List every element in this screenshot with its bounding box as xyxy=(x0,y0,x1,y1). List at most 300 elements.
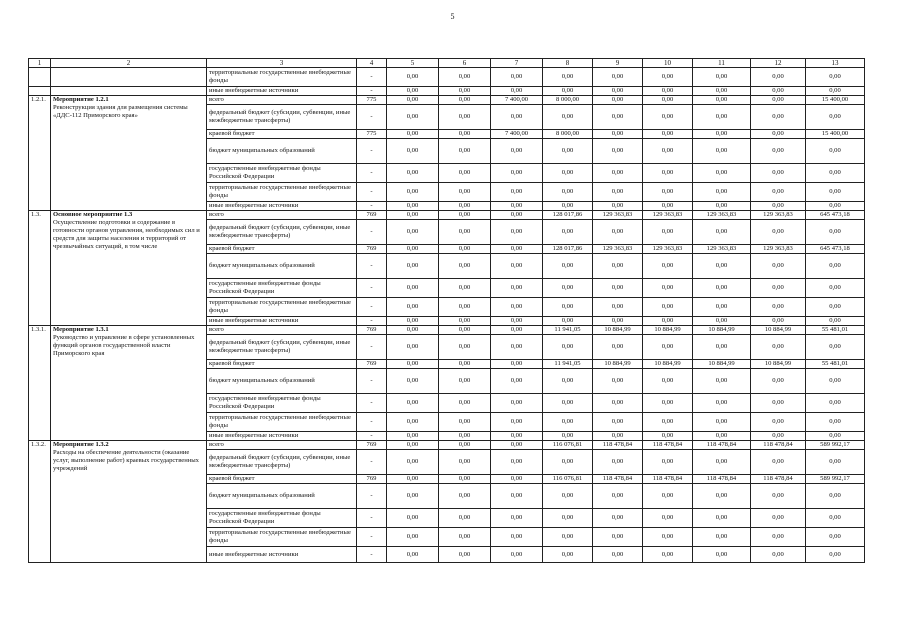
amount-cell: 129 363,83 xyxy=(593,211,643,220)
funding-source: всего xyxy=(207,326,357,335)
amount-cell: 0,00 xyxy=(806,279,865,298)
amount-cell: 0,00 xyxy=(693,202,751,211)
amount-cell: 0,00 xyxy=(806,394,865,413)
amount-cell: 10 884,99 xyxy=(751,360,806,369)
amount-cell: 0,00 xyxy=(491,245,543,254)
amount-cell: 0,00 xyxy=(439,164,491,183)
amount-cell: 0,00 xyxy=(491,139,543,164)
amount-cell: 0,00 xyxy=(543,528,593,547)
grbs-code: 775 xyxy=(357,96,387,105)
grbs-code: - xyxy=(357,369,387,394)
column-header: 4 xyxy=(357,59,387,68)
amount-cell: 118 478,84 xyxy=(643,475,693,484)
amount-cell: 0,00 xyxy=(806,413,865,432)
column-header: 6 xyxy=(439,59,491,68)
amount-cell: 0,00 xyxy=(439,202,491,211)
amount-cell: 0,00 xyxy=(593,432,643,441)
amount-cell: 0,00 xyxy=(491,360,543,369)
amount-cell: 129 363,83 xyxy=(593,245,643,254)
amount-cell: 0,00 xyxy=(751,87,806,96)
amount-cell: 0,00 xyxy=(751,413,806,432)
funding-source: территориальные государственные внебюджетные фонды xyxy=(207,413,357,432)
amount-cell: 0,00 xyxy=(439,509,491,528)
amount-cell: 0,00 xyxy=(439,245,491,254)
grbs-code: - xyxy=(357,68,387,87)
amount-cell: 0,00 xyxy=(387,509,439,528)
amount-cell: 0,00 xyxy=(806,369,865,394)
table-row xyxy=(29,326,865,335)
amount-cell: 0,00 xyxy=(693,130,751,139)
amount-cell: 0,00 xyxy=(439,279,491,298)
amount-cell: 0,00 xyxy=(693,369,751,394)
column-header: 11 xyxy=(693,59,751,68)
amount-cell: 0,00 xyxy=(491,105,543,130)
grbs-code: - xyxy=(357,164,387,183)
amount-cell: 0,00 xyxy=(751,432,806,441)
amount-cell: 0,00 xyxy=(751,369,806,394)
amount-cell: 0,00 xyxy=(643,183,693,202)
amount-cell: 0,00 xyxy=(543,68,593,87)
amount-cell: 129 363,83 xyxy=(751,211,806,220)
grbs-code: - xyxy=(357,183,387,202)
amount-cell: 0,00 xyxy=(643,369,693,394)
funding-source: государственные внебюджетные фонды Российской Федерации xyxy=(207,279,357,298)
amount-cell: 0,00 xyxy=(593,130,643,139)
amount-cell: 0,00 xyxy=(806,317,865,326)
amount-cell: 0,00 xyxy=(543,484,593,509)
amount-cell: 0,00 xyxy=(693,528,751,547)
amount-cell: 0,00 xyxy=(387,528,439,547)
grbs-code: - xyxy=(357,298,387,317)
amount-cell: 0,00 xyxy=(643,220,693,245)
amount-cell: 0,00 xyxy=(439,317,491,326)
table-row xyxy=(29,441,865,450)
grbs-code: - xyxy=(357,528,387,547)
amount-cell: 0,00 xyxy=(439,528,491,547)
funding-source: бюджет муниципальных образований xyxy=(207,484,357,509)
grbs-code: - xyxy=(357,413,387,432)
amount-cell: 0,00 xyxy=(491,369,543,394)
amount-cell: 0,00 xyxy=(387,475,439,484)
measure-title: Основное мероприятие 1.3 xyxy=(53,211,133,218)
amount-cell: 118 478,84 xyxy=(751,475,806,484)
amount-cell: 0,00 xyxy=(751,335,806,360)
amount-cell: 0,00 xyxy=(543,220,593,245)
amount-cell: 0,00 xyxy=(439,183,491,202)
grbs-code: - xyxy=(357,254,387,279)
amount-cell: 15 400,00 xyxy=(806,130,865,139)
amount-cell: 0,00 xyxy=(543,105,593,130)
amount-cell: 0,00 xyxy=(593,317,643,326)
amount-cell: 0,00 xyxy=(643,139,693,164)
amount-cell: 0,00 xyxy=(387,369,439,394)
amount-cell: 0,00 xyxy=(387,441,439,450)
amount-cell: 7 400,00 xyxy=(491,130,543,139)
amount-cell: 0,00 xyxy=(387,335,439,360)
funding-source: федеральный бюджет (субсидии, субвенции, иные межбюджетные трансферты) xyxy=(207,335,357,360)
measure-name-cell xyxy=(51,441,207,563)
grbs-code: - xyxy=(357,547,387,563)
amount-cell: 0,00 xyxy=(387,317,439,326)
amount-cell: 0,00 xyxy=(491,413,543,432)
amount-cell: 0,00 xyxy=(439,360,491,369)
amount-cell: 0,00 xyxy=(643,547,693,563)
amount-cell: 0,00 xyxy=(387,105,439,130)
amount-cell: 0,00 xyxy=(593,413,643,432)
funding-source: бюджет муниципальных образований xyxy=(207,139,357,164)
amount-cell: 0,00 xyxy=(439,335,491,360)
amount-cell: 0,00 xyxy=(751,130,806,139)
amount-cell: 0,00 xyxy=(693,450,751,475)
grbs-code: - xyxy=(357,394,387,413)
amount-cell: 118 478,84 xyxy=(693,475,751,484)
column-header: 12 xyxy=(751,59,806,68)
amount-cell: 11 941,05 xyxy=(543,360,593,369)
amount-cell: 0,00 xyxy=(751,164,806,183)
amount-cell: 55 481,01 xyxy=(806,360,865,369)
amount-cell: 0,00 xyxy=(806,547,865,563)
amount-cell: 0,00 xyxy=(751,450,806,475)
amount-cell: 0,00 xyxy=(593,220,643,245)
amount-cell: 0,00 xyxy=(543,202,593,211)
amount-cell: 0,00 xyxy=(593,68,643,87)
funding-source: бюджет муниципальных образований xyxy=(207,369,357,394)
amount-cell: 0,00 xyxy=(806,202,865,211)
amount-cell: 0,00 xyxy=(751,139,806,164)
amount-cell: 0,00 xyxy=(593,394,643,413)
amount-cell: 10 884,99 xyxy=(751,326,806,335)
amount-cell: 0,00 xyxy=(693,254,751,279)
row-code xyxy=(29,68,51,87)
measure-description: Реконструкция здания для размещения системы «ДДС-112 Приморского края» xyxy=(53,104,188,119)
amount-cell: 0,00 xyxy=(693,87,751,96)
amount-cell: 0,00 xyxy=(643,96,693,105)
grbs-code: - xyxy=(357,105,387,130)
amount-cell: 0,00 xyxy=(693,279,751,298)
amount-cell: 0,00 xyxy=(387,87,439,96)
amount-cell: 0,00 xyxy=(491,394,543,413)
amount-cell: 10 884,99 xyxy=(593,360,643,369)
measure-name-cell xyxy=(51,87,207,96)
funding-source: краевой бюджет xyxy=(207,360,357,369)
funding-source: территориальные государственные внебюджетные фонды xyxy=(207,183,357,202)
amount-cell: 0,00 xyxy=(643,432,693,441)
grbs-code: - xyxy=(357,335,387,360)
amount-cell: 0,00 xyxy=(491,68,543,87)
amount-cell: 0,00 xyxy=(387,360,439,369)
amount-cell: 0,00 xyxy=(387,279,439,298)
table-row xyxy=(29,87,865,96)
amount-cell: 0,00 xyxy=(693,183,751,202)
amount-cell: 10 884,99 xyxy=(693,326,751,335)
funding-source: федеральный бюджет (субсидии, субвенции, иные межбюджетные трансферты) xyxy=(207,450,357,475)
grbs-code: - xyxy=(357,450,387,475)
amount-cell: 0,00 xyxy=(806,220,865,245)
amount-cell: 645 473,18 xyxy=(806,245,865,254)
amount-cell: 0,00 xyxy=(439,450,491,475)
amount-cell: 118 478,84 xyxy=(643,441,693,450)
amount-cell: 0,00 xyxy=(387,211,439,220)
funding-source: краевой бюджет xyxy=(207,130,357,139)
amount-cell: 0,00 xyxy=(491,220,543,245)
funding-source: федеральный бюджет (субсидии, субвенции, иные межбюджетные трансферты) xyxy=(207,220,357,245)
amount-cell: 0,00 xyxy=(439,254,491,279)
amount-cell: 0,00 xyxy=(806,335,865,360)
amount-cell: 0,00 xyxy=(491,87,543,96)
amount-cell: 0,00 xyxy=(387,432,439,441)
row-code: 1.3.2. xyxy=(29,441,51,563)
amount-cell: 0,00 xyxy=(491,528,543,547)
column-header: 7 xyxy=(491,59,543,68)
amount-cell: 0,00 xyxy=(491,326,543,335)
measure-name-cell xyxy=(51,96,207,211)
measure-name-cell xyxy=(51,326,207,441)
amount-cell: 10 884,99 xyxy=(593,326,643,335)
amount-cell: 0,00 xyxy=(543,279,593,298)
amount-cell: 0,00 xyxy=(643,254,693,279)
amount-cell: 0,00 xyxy=(806,432,865,441)
amount-cell: 0,00 xyxy=(491,335,543,360)
amount-cell: 0,00 xyxy=(387,245,439,254)
amount-cell: 0,00 xyxy=(806,528,865,547)
amount-cell: 7 400,00 xyxy=(491,96,543,105)
funding-source: иные внебюджетные источники xyxy=(207,317,357,326)
amount-cell: 0,00 xyxy=(693,317,751,326)
amount-cell: 0,00 xyxy=(593,509,643,528)
amount-cell: 0,00 xyxy=(491,441,543,450)
amount-cell: 0,00 xyxy=(693,509,751,528)
amount-cell: 0,00 xyxy=(643,317,693,326)
amount-cell: 116 076,81 xyxy=(543,441,593,450)
amount-cell: 0,00 xyxy=(491,183,543,202)
amount-cell: 129 363,83 xyxy=(643,245,693,254)
amount-cell: 0,00 xyxy=(543,183,593,202)
amount-cell: 0,00 xyxy=(491,164,543,183)
amount-cell: 0,00 xyxy=(387,183,439,202)
amount-cell: 0,00 xyxy=(593,279,643,298)
grbs-code: 769 xyxy=(357,211,387,220)
row-code: 1.3.1. xyxy=(29,326,51,441)
column-header-row xyxy=(29,59,865,68)
amount-cell: 0,00 xyxy=(439,96,491,105)
amount-cell: 0,00 xyxy=(387,394,439,413)
amount-cell: 0,00 xyxy=(693,139,751,164)
amount-cell: 0,00 xyxy=(593,254,643,279)
funding-source: иные внебюджетные источники xyxy=(207,87,357,96)
grbs-code: - xyxy=(357,220,387,245)
measure-title: Мероприятие 1.3.1 xyxy=(53,326,109,333)
amount-cell: 0,00 xyxy=(491,298,543,317)
amount-cell: 0,00 xyxy=(439,130,491,139)
grbs-code: - xyxy=(357,202,387,211)
grbs-code: 769 xyxy=(357,441,387,450)
amount-cell: 0,00 xyxy=(439,441,491,450)
amount-cell: 0,00 xyxy=(439,547,491,563)
column-header: 1 xyxy=(29,59,51,68)
amount-cell: 0,00 xyxy=(751,96,806,105)
grbs-code: 769 xyxy=(357,326,387,335)
amount-cell: 10 884,99 xyxy=(643,326,693,335)
funding-source: государственные внебюджетные фонды Российской Федерации xyxy=(207,164,357,183)
amount-cell: 128 017,86 xyxy=(543,245,593,254)
amount-cell: 0,00 xyxy=(439,413,491,432)
amount-cell: 0,00 xyxy=(643,509,693,528)
column-header: 8 xyxy=(543,59,593,68)
amount-cell: 0,00 xyxy=(693,335,751,360)
amount-cell: 0,00 xyxy=(491,432,543,441)
amount-cell: 589 992,17 xyxy=(806,441,865,450)
amount-cell: 0,00 xyxy=(643,164,693,183)
amount-cell: 118 478,84 xyxy=(693,441,751,450)
amount-cell: 0,00 xyxy=(593,450,643,475)
amount-cell: 0,00 xyxy=(751,317,806,326)
amount-cell: 0,00 xyxy=(593,164,643,183)
amount-cell: 0,00 xyxy=(439,298,491,317)
amount-cell: 128 017,86 xyxy=(543,211,593,220)
amount-cell: 0,00 xyxy=(439,475,491,484)
grbs-code: 769 xyxy=(357,475,387,484)
amount-cell: 0,00 xyxy=(643,450,693,475)
amount-cell: 0,00 xyxy=(593,369,643,394)
amount-cell: 0,00 xyxy=(751,509,806,528)
amount-cell: 0,00 xyxy=(387,413,439,432)
amount-cell: 0,00 xyxy=(387,139,439,164)
amount-cell: 0,00 xyxy=(806,183,865,202)
amount-cell: 0,00 xyxy=(543,432,593,441)
amount-cell: 0,00 xyxy=(643,87,693,96)
amount-cell: 0,00 xyxy=(593,547,643,563)
amount-cell: 0,00 xyxy=(543,254,593,279)
amount-cell: 0,00 xyxy=(543,335,593,360)
amount-cell: 0,00 xyxy=(543,547,593,563)
amount-cell: 129 363,83 xyxy=(643,211,693,220)
amount-cell: 0,00 xyxy=(491,254,543,279)
amount-cell: 645 473,18 xyxy=(806,211,865,220)
amount-cell: 0,00 xyxy=(439,394,491,413)
measure-description: Руководство и управление в сфере установленных функций органов государственной власти Приморского края xyxy=(53,334,195,357)
funding-source: всего xyxy=(207,96,357,105)
amount-cell: 0,00 xyxy=(543,509,593,528)
grbs-code: 769 xyxy=(357,360,387,369)
amount-cell: 0,00 xyxy=(643,298,693,317)
funding-source: краевой бюджет xyxy=(207,475,357,484)
measure-title: Мероприятие 1.3.2 xyxy=(53,441,109,448)
amount-cell: 0,00 xyxy=(643,130,693,139)
amount-cell: 0,00 xyxy=(751,298,806,317)
amount-cell: 129 363,83 xyxy=(693,211,751,220)
funding-source: иные внебюджетные источники xyxy=(207,432,357,441)
amount-cell: 0,00 xyxy=(806,164,865,183)
amount-cell: 0,00 xyxy=(693,484,751,509)
column-header: 3 xyxy=(207,59,357,68)
amount-cell: 0,00 xyxy=(751,254,806,279)
row-code: 1.2.1. xyxy=(29,96,51,211)
amount-cell: 0,00 xyxy=(543,369,593,394)
funding-source: территориальные государственные внебюджетные фонды xyxy=(207,528,357,547)
measure-title: Мероприятие 1.2.1 xyxy=(53,96,109,103)
measure-name-cell xyxy=(51,211,207,326)
funding-source: всего xyxy=(207,211,357,220)
amount-cell: 0,00 xyxy=(387,68,439,87)
amount-cell: 116 076,81 xyxy=(543,475,593,484)
grbs-code: - xyxy=(357,432,387,441)
amount-cell: 0,00 xyxy=(693,394,751,413)
amount-cell: 0,00 xyxy=(543,317,593,326)
amount-cell: 0,00 xyxy=(751,547,806,563)
amount-cell: 0,00 xyxy=(751,202,806,211)
amount-cell: 0,00 xyxy=(387,164,439,183)
amount-cell: 0,00 xyxy=(643,279,693,298)
amount-cell: 118 478,84 xyxy=(593,475,643,484)
amount-cell: 10 884,99 xyxy=(643,360,693,369)
grbs-code: 775 xyxy=(357,130,387,139)
column-header: 10 xyxy=(643,59,693,68)
amount-cell: 0,00 xyxy=(593,105,643,130)
amount-cell: 0,00 xyxy=(806,484,865,509)
amount-cell: 0,00 xyxy=(643,202,693,211)
amount-cell: 0,00 xyxy=(439,326,491,335)
budget-table xyxy=(28,58,865,563)
grbs-code: - xyxy=(357,139,387,164)
amount-cell: 0,00 xyxy=(643,528,693,547)
amount-cell: 0,00 xyxy=(806,68,865,87)
amount-cell: 0,00 xyxy=(387,96,439,105)
amount-cell: 0,00 xyxy=(593,484,643,509)
amount-cell: 0,00 xyxy=(387,130,439,139)
table-row xyxy=(29,96,865,105)
amount-cell: 0,00 xyxy=(439,139,491,164)
amount-cell: 0,00 xyxy=(806,87,865,96)
amount-cell: 0,00 xyxy=(693,220,751,245)
funding-source: краевой бюджет xyxy=(207,245,357,254)
amount-cell: 15 400,00 xyxy=(806,96,865,105)
amount-cell: 0,00 xyxy=(491,509,543,528)
amount-cell: 8 000,00 xyxy=(543,130,593,139)
grbs-code: - xyxy=(357,484,387,509)
amount-cell: 0,00 xyxy=(543,139,593,164)
amount-cell: 0,00 xyxy=(491,211,543,220)
page-number: 5 xyxy=(450,12,455,21)
amount-cell: 118 478,84 xyxy=(593,441,643,450)
amount-cell: 0,00 xyxy=(593,87,643,96)
amount-cell: 0,00 xyxy=(491,547,543,563)
amount-cell: 0,00 xyxy=(751,183,806,202)
amount-cell: 0,00 xyxy=(543,450,593,475)
amount-cell: 0,00 xyxy=(543,413,593,432)
funding-source: федеральный бюджет (субсидии, субвенции, иные межбюджетные трансферты) xyxy=(207,105,357,130)
grbs-code: 769 xyxy=(357,245,387,254)
amount-cell: 0,00 xyxy=(491,475,543,484)
amount-cell: 0,00 xyxy=(387,547,439,563)
funding-source: бюджет муниципальных образований xyxy=(207,254,357,279)
amount-cell: 0,00 xyxy=(439,484,491,509)
amount-cell: 0,00 xyxy=(387,484,439,509)
amount-cell: 0,00 xyxy=(751,220,806,245)
amount-cell: 0,00 xyxy=(593,183,643,202)
amount-cell: 0,00 xyxy=(593,202,643,211)
amount-cell: 0,00 xyxy=(693,105,751,130)
amount-cell: 0,00 xyxy=(439,211,491,220)
column-header: 13 xyxy=(806,59,865,68)
amount-cell: 0,00 xyxy=(439,87,491,96)
amount-cell: 0,00 xyxy=(543,298,593,317)
amount-cell: 0,00 xyxy=(806,105,865,130)
amount-cell: 0,00 xyxy=(751,68,806,87)
amount-cell: 0,00 xyxy=(751,279,806,298)
amount-cell: 0,00 xyxy=(387,254,439,279)
amount-cell: 0,00 xyxy=(543,164,593,183)
amount-cell: 0,00 xyxy=(751,484,806,509)
